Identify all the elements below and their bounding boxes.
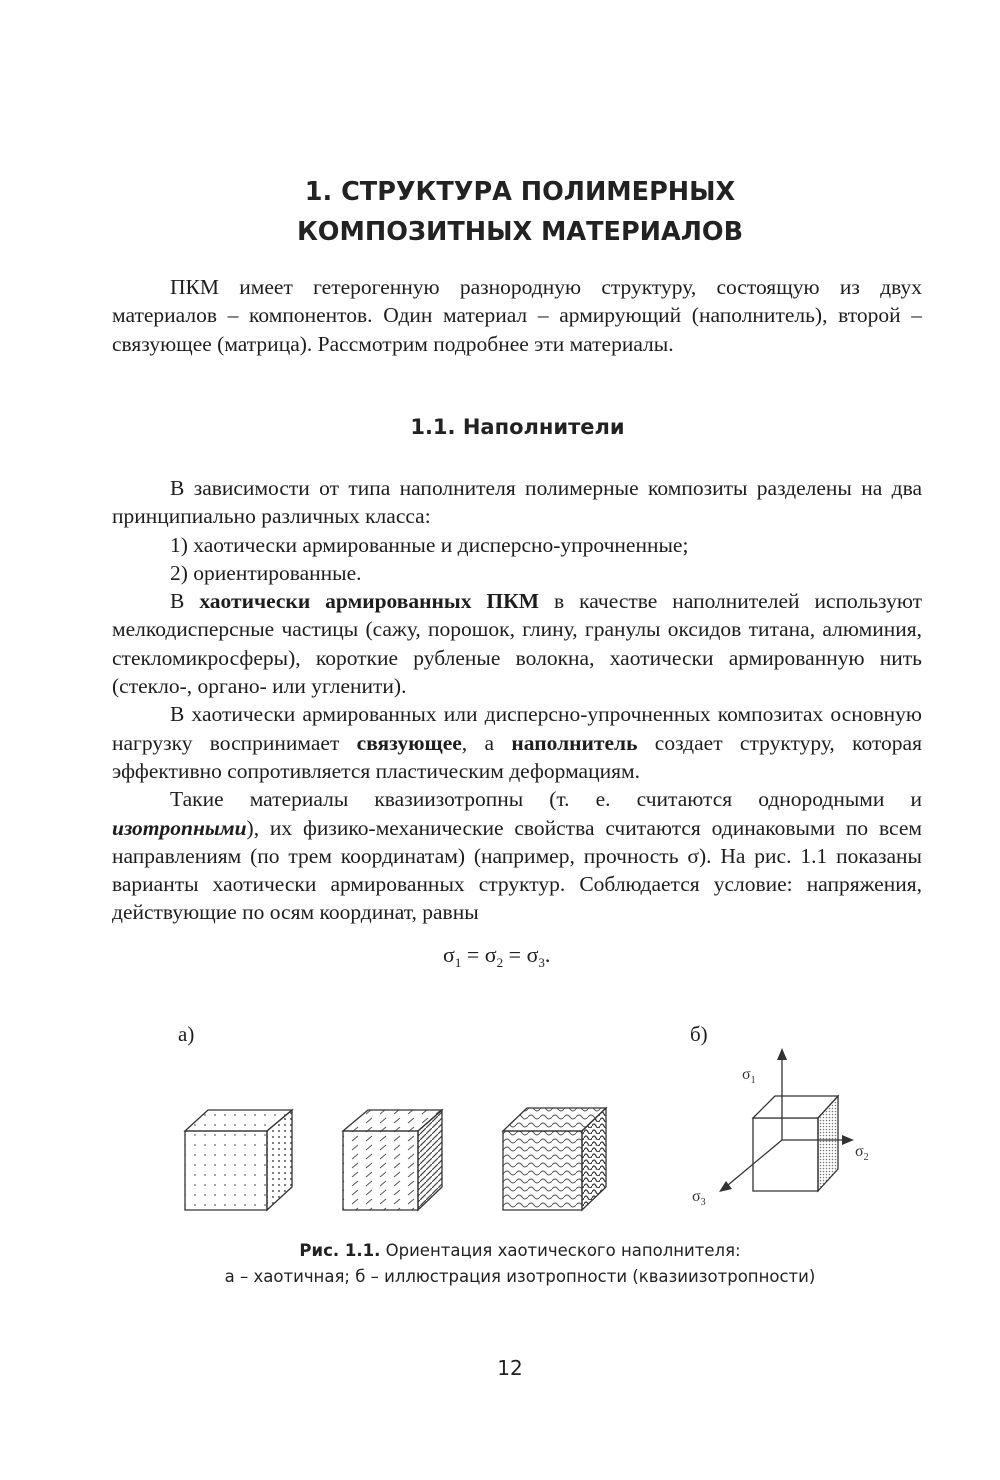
term-random-reinforced: хаотически армированных ПКМ <box>199 589 540 614</box>
p3-lead: В хаотически армированных или дисперсно-упрочненных композитах основную нагрузку воспринимает <box>112 702 922 755</box>
stress-equation: $\sigma_1 = \sigma_2 = \sigma_3$. <box>443 942 551 970</box>
cube-dotted <box>185 1110 292 1210</box>
caption-figure-number: Рис. 1.1. <box>299 1241 381 1260</box>
term-isotropic: изотропными <box>112 815 247 840</box>
paragraph-classes: В зависимости от типа наполнителя полимерные композиты разделены на два принципиально различных класса: <box>112 476 922 529</box>
intro-paragraph: ПКМ имеет гетерогенную разнородную структуру, состоящую из двух материалов – компонентов. Один материал – армирующий (наполнитель), второй – связующее (матрица). Рассмотрим подробнее эти материалы. <box>112 275 922 356</box>
figure-label-b: б) <box>690 1022 708 1046</box>
cube-fibres <box>343 1110 442 1210</box>
caption-line-1: Рис. 1.1. Ориентация хаотического наполнителя: <box>299 1241 741 1260</box>
chapter-title-line-1: 1. СТРУКТУРА ПОЛИМЕРНЫХ <box>304 177 736 207</box>
axis-label-sigma1: $\sigma_1$ <box>742 1066 756 1086</box>
figure-caption <box>150 1238 890 1290</box>
p2-rest: в качестве наполнителей используют мелкодисперсные частицы (сажу, порошок, глину, гранулы оксидов титана, алюминия, стекломикросферы), короткие рубленые волокна, хаотически армированную нить (стекло-, органо- или угленити). <box>112 589 922 699</box>
p2-lead: В <box>170 589 200 614</box>
list-item-1: 1) хаотически армированные и дисперсно-упрочненные; <box>170 532 689 557</box>
caption-line-2: а – хаотичная; б – иллюстрация изотропности (квазиизотропности) <box>224 1267 816 1286</box>
p4-lead: Такие материалы квазиизотропны (т. е. считаются однородными и <box>170 787 922 812</box>
cube-wavy <box>503 1108 606 1210</box>
p3-rest: создает структуру, которая эффективно сопротивляется пластическим деформациям. <box>112 730 922 783</box>
p3-mid: , а <box>461 730 512 755</box>
term-binder: связующее <box>356 730 462 755</box>
chapter-title-line-2: КОМПОЗИТНЫХ МАТЕРИАЛОВ <box>296 217 744 247</box>
page-number: 12 <box>497 1356 523 1380</box>
isotropy-axes-cube <box>719 1048 854 1192</box>
list-item-2: 2) ориентированные. <box>170 560 362 585</box>
term-filler: наполнитель <box>511 730 638 755</box>
axis-label-sigma2: $\sigma_2$ <box>855 1143 869 1163</box>
axis-label-sigma3: $\sigma_3$ <box>692 1188 706 1208</box>
p4-rest: ), их физико-механические свойства считаются одинаковыми по всем направлениям (по трем координатам) (например, прочность σ). На рис. 1.1 показаны варианты хаотически армированных структур. Соблюдается условие: напряжения, действующие по осям координат, равны <box>112 815 922 925</box>
section-title: 1.1. Наполнители <box>410 415 625 439</box>
figure-label-a: а) <box>178 1022 195 1046</box>
